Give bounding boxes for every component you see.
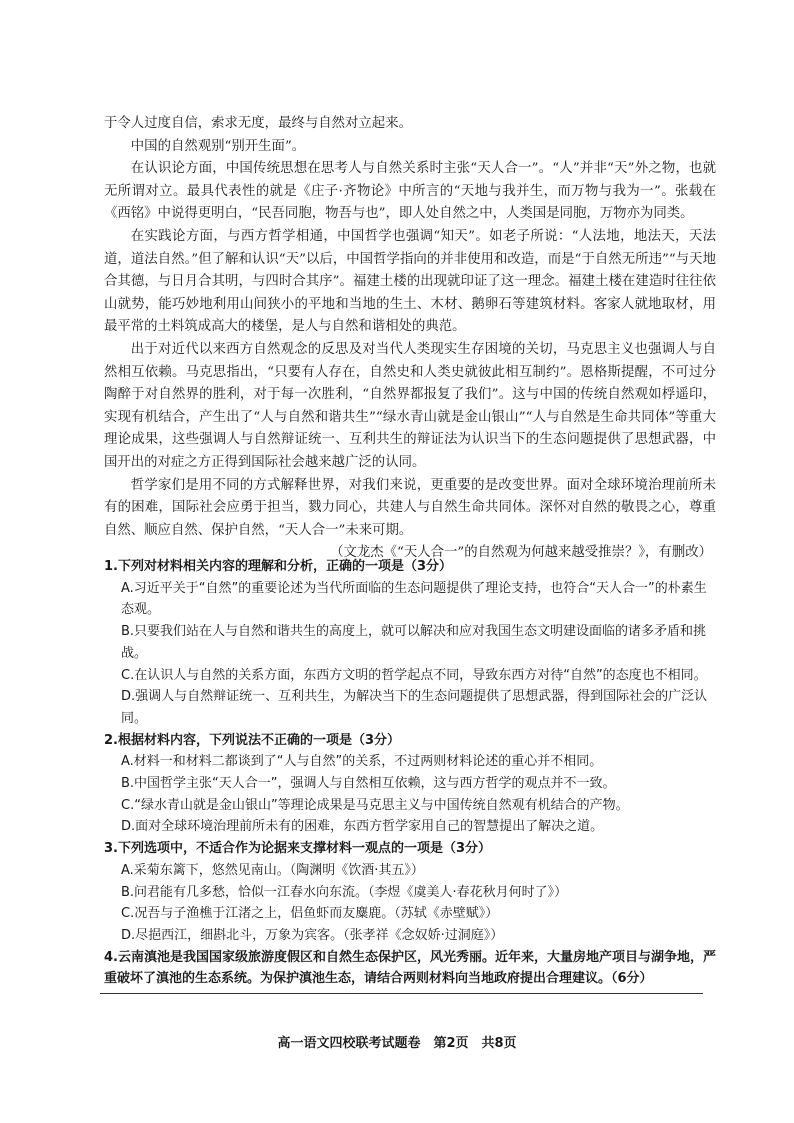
- footer-divider: [100, 993, 703, 994]
- passage-source: （文龙杰《“天人合一”的自然观为何越来越受推崇？》，有删改）: [330, 545, 712, 561]
- question-stem: 4.云南滇池是我国国家级旅游度假区和自然生态保护区，风光秀丽。近年来，大量房地产项目与湖争地，严重破坏了滇池的生态系统。为保护滇池生态，请结合两则材料向当地政府提出合理建议。（6分）: [104, 949, 716, 987]
- passage-paragraph: 在实践论方面，与西方哲学相通，中国哲学也强调“知天”。如老子所说：“人法地，地法天，天法道，道法自然。”但了解和认识“天”以后，中国哲学指向的并非使用和改造，而是“于自然无所违”“与天地合其德，与日月合其明，与四时合其序”。福建土楼的出现就印证了这一理念。福建土楼在建造时往往依山就势，能巧妙地利用山间狭小的平地和当地的生土、木材、鹅卵石等建筑材料。客家人就地取材，用最平常的土料筑成高大的楼堡，是人与自然和谐相处的典范。: [104, 228, 716, 335]
- answer-option: B.只要我们站在人与自然和谐共生的高度上，就可以解决和应对我国生态文明建设面临的诸多矛盾和挑战。: [121, 624, 707, 661]
- passage-paragraph: 出于对近代以来西方自然观念的反思及对当代人类现实生存困境的关切，马克思主义也强调人与自然相互依赖。马克思指出，“只要有人存在，自然史和人类史就彼此相互制约”。恩格斯提醒，不可过分陶醉于对自然界的胜利，对于每一次胜利，“自然界都报复了我们”。这与中国的传统自然观如桴遥印，实现有机结合，产生出了“人与自然和谐共生”“绿水青山就是金山银山”“人与自然是生命共同体”等重大理论成果，这些强调人与自然辩证统一、互利共生的辩证法为认识当下的生态问题提供了思想武器，中国开出的对症之方正得到国际社会越来越广泛的认同。: [104, 341, 716, 470]
- answer-option: A.采菊东篱下，悠然见南山。（陶渊明《饮酒·其五》）: [121, 862, 424, 878]
- question-stem: 3.下列选项中，不适合作为论据来支撑材料一观点的一项是（3分）: [104, 841, 492, 857]
- answer-option: C.在认识人与自然的关系方面，东西方文明的哲学起点不同，导致东西方对待“自然”的态度也不相同。: [121, 667, 707, 683]
- question-list: [104, 556, 716, 990]
- question-stem: 2.根据材料内容，下列说法不正确的一项是（3分）: [104, 732, 401, 748]
- reading-passage: [104, 113, 716, 565]
- question-2: [104, 730, 716, 839]
- passage-paragraph: 在认识论方面，中国传统思想在思考人与自然关系时主张“天人合一”。“人”并非“天”外之物，也就无所谓对立。最具代表性的就是《庄子·齐物论》中所言的“天地与我并生，而万物与我为一”。张载在《西铭》中说得更明白，“民吾同胞，物吾与也”，即人处自然之中，人类国是同胞，万物亦为同类。: [104, 161, 716, 222]
- question-4: [104, 947, 716, 990]
- answer-option: A.材料一和材料二都谈到了“人与自然”的关系，不过两则材料论述的重心并不相同。: [121, 754, 603, 770]
- page-footer: 高一语文四校联考试题卷 第2页 共8页: [277, 1036, 517, 1051]
- passage-paragraph: 于令人过度自信，索求无度，最终与自然对立起来。: [104, 116, 412, 131]
- answer-option: C.“绿水青山就是金山银山”等理论成果是马克思主义与中国传统自然观有机结合的产物。: [121, 797, 629, 813]
- passage-paragraph: 中国的自然观别“别开生面”。: [130, 138, 306, 154]
- question-3: [104, 838, 716, 947]
- question-stem: 1.下列对材料相关内容的理解和分析，正确的一项是（3分）: [104, 559, 453, 574]
- answer-option: B.问君能有几多愁，恰似一江春水向东流。（李煜《虞美人·春花秋月何时了》）: [121, 884, 568, 900]
- passage-paragraph: 哲学家们是用不同的方式解释世界，对我们来说，更重要的是改变世界。面对全球环境治理前所未有的困难，国际社会应勇于担当，戮力同心，共建人与自然生命共同体。深怀对自然的敬畏之心，尊重自然、顺应自然、保护自然，“天人合一”未来可期。: [104, 477, 716, 538]
- answer-option: A.习近平关于“自然”的重要论述为当代所面临的生态问题提供了理论支持，也符合“天人合一”的朴素生态观。: [121, 580, 707, 618]
- question-1: [104, 556, 716, 730]
- answer-option: C.况吾与子渔樵于江渚之上，侣鱼虾而友麋鹿。（苏轼《赤壁赋》）: [121, 906, 499, 922]
- answer-option: D.面对全球环境治理前所未有的困难，东西方哲学家用自己的智慧提出了解决之道。: [121, 819, 604, 835]
- answer-option: B.中国哲学主张“天人合一”，强调人与自然相互依赖，这与西方哲学的观点并不一致。: [121, 776, 616, 792]
- answer-option: D.尽挹西江，细斟北斗，万象为宾客。（张孝祥《念奴娇·过洞庭》）: [121, 927, 504, 943]
- answer-option: D.强调人与自然辩证统一、互利共生，为解决当下的生态问题提供了思想武器，得到国际社会的广泛认同。: [121, 689, 708, 726]
